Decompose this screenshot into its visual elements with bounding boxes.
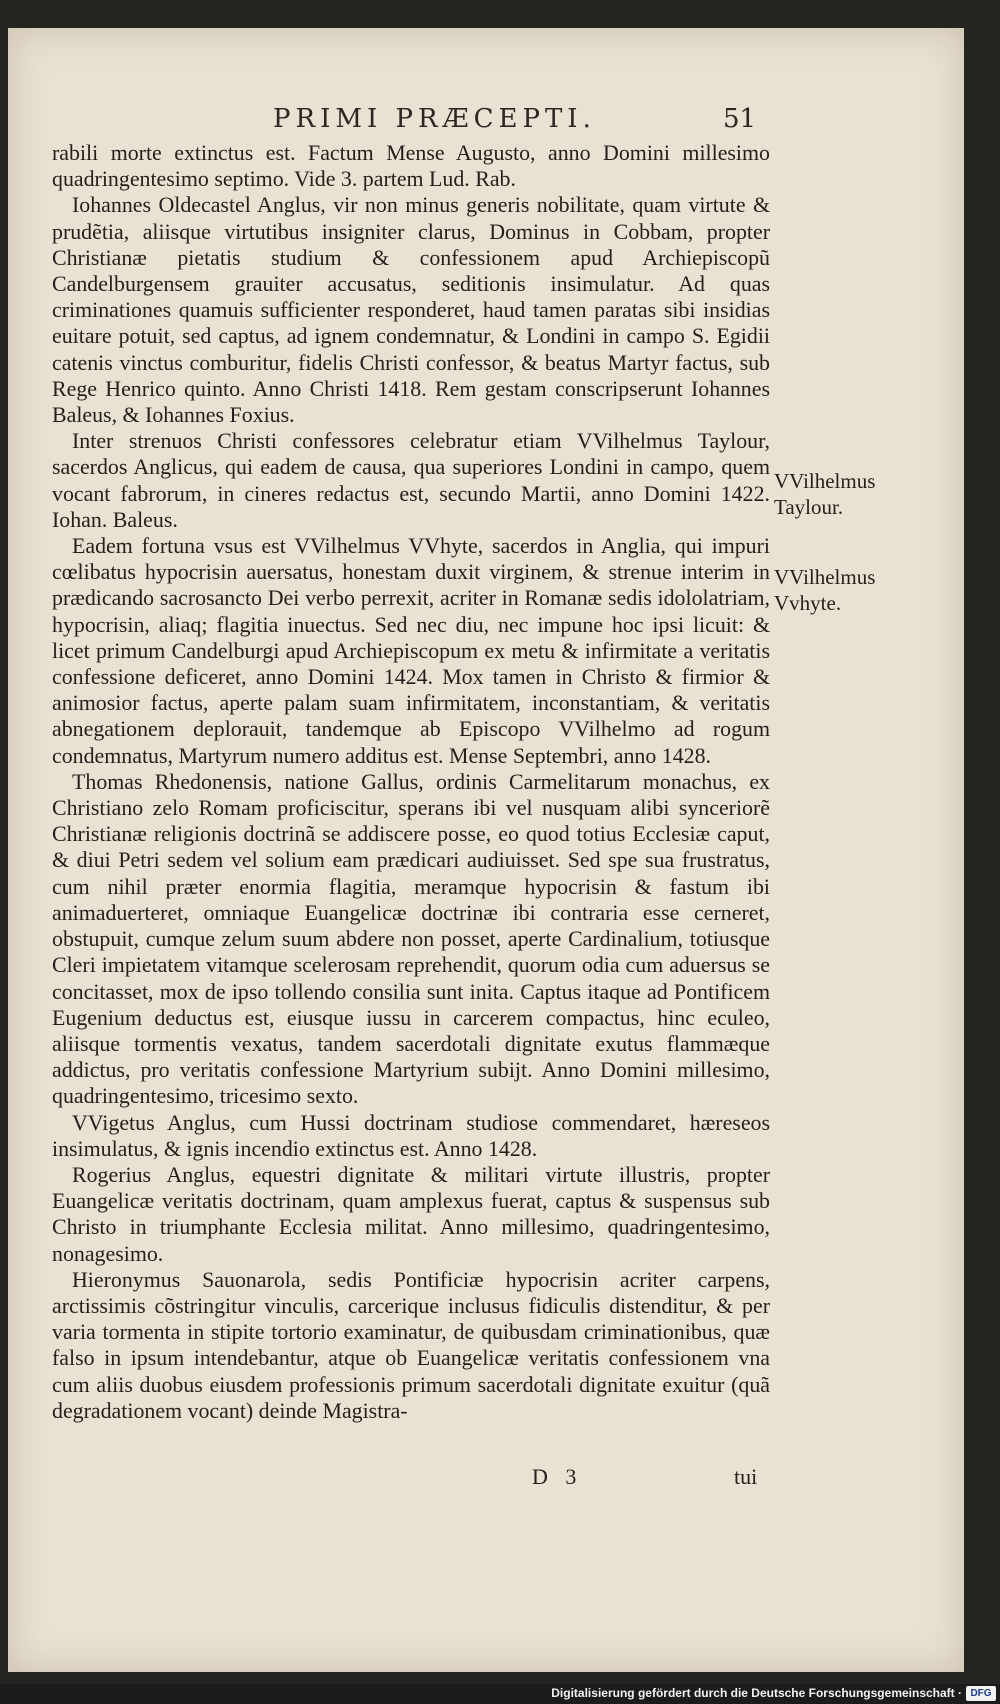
paragraph: Iohannes Oldecastel Anglus, vir non minus generis nobilitate, quam virtute & prudẽtia, aliisque virtutibus insigniter clarus, Dominus in Cobbam, propter Christianæ pietatis studium & confessionem apud Archiepiscopũ Candelburgensem grauiter accusatus, seditionis insimulatur. Ad quas criminationes quamuis sufficienter responderet, haud tamen paratas sibi insidias euitare potuit, sed captus, ad ignem condemnatur, & Londini in campo S. Egidii catenis vinctus comburitur, fidelis Christi confessor, & beatus Martyr factus, sub Rege Henrico quinto. Anno Christi 1418. Rem gestam conscripserunt Iohannes Baleus, & Iohannes Foxius. [52,192,770,428]
paragraph: Thomas Rhedonensis, natione Gallus, ordinis Carmelitarum monachus, ex Christiano zelo Romam proficiscitur, sperans ibi vel nusquam alibi synceriorẽ Christianæ religionis doctrinã se addiscere posse, eo quod totius Ecclesiæ caput, & diui Petri sedem vel solium eam prædicari audiuisset. Sed spe sua frustratus, cum nihil præter enormia flagitia, meramque hypocrisin & fastum ibi animaduerteret, omniaque Euangelicæ doctrinæ ibi contraria esse cerneret, obstupuit, cumque zelum suum abdere non posset, aperte Cardinalium, totiusque Cleri impietatem vitamque scelerosam reprehendit, quorum odia cum aduersus se concitasset, mox de ipso tollendo consilia sunt inita. Captus itaque ad Pontificem Eugenium deductus est, eiusque iussu in carcerem compactus, hinc eculeo, aliisque tormentis vexatus, tandem sacerdotali dignitate exutus flammæque addictus, pro veritatis confessione Martyrium subijt. Anno Domini millesimo, quadringentesimo, tricesimo sexto. [52,768,770,1109]
paragraph: rabili morte extinctus est. Factum Mense Augusto, anno Domini millesimo quadringentesimo septimo. Vide 3. partem Lud. Rab. [52,140,770,192]
dfg-logo-icon [966,1686,996,1701]
paragraph: Inter strenuos Christi confessores celebratur etiam VVilhelmus Taylour, sacerdos Anglicus, qui eadem de causa, qua superiores Londini in campo, quem vocant fabrorum, in cineres redactus est, secundo Martii, anno Domini 1422. Iohan. Baleus. [52,428,770,532]
credit-text: Digitalisierung gefördert durch die Deutsche Forschungsgemeinschaft · [551,1686,962,1700]
page-header [8,104,964,144]
catchword: tui [734,1464,758,1489]
running-title: PRIMI PRÆCEPTI. [273,104,596,134]
signature-mark: D 3 [532,1464,583,1489]
paragraph: Eadem fortuna vsus est VVilhelmus VVhyte, sacerdos in Anglia, qui impuri cœlibatus hypocrisin auersatus, honestam duxit virginem, & strenue interim in prædicando sacrosancto Dei verbo perrexit, acriter in Romanæ sedis idololatriam, hypocrisin, aliaq; flagitia inuectus. Sed nec diu, nec impune hoc ipsi licuit: & licet primum Candelburgi apud Archiepiscopum ex metu & infirmitate a veritatis confessione deficeret, anno Domini 1424. Mox tamen in Christo & firmior & animosior factus, aperte palam suam infirmitatem, inconstantiam, & veritatis abnegationem deplorauit, tandemque ab Episcopo VVilhelmo ad rogum condemnatus, Martyrum numero additus est. Mense Septembri, anno 1428. [52,533,770,768]
book-page [8,28,964,1672]
marginal-note: VVilhelmus Vvhyte. [774,565,876,615]
body-text [52,140,770,1424]
paragraph: Hieronymus Sauonarola, sedis Pontificiæ hypocrisin acriter carpens, arctissimis cõstringitur vinculis, carcerique inclusus fidiculis distenditur, & per varia tormenta in stipite tortorio examinatur, de quibusdam criminationibus, quæ falso in ipsum intendebantur, atque ob Euangelicæ veritatis confessionem vna cum aliis duobus eiusdem professionis primum sacerdotali dignitate exuitur (quã degradationem vocant) deinde Magistra- [52,1266,770,1423]
page-number: 51 [723,104,757,134]
marginal-note: VVilhelmus Taylour. [774,469,876,519]
paragraph: VVigetus Anglus, cum Hussi doctrinam studiose commendaret, hæreseos insimulatus, & ignis incendio extinctus est. Anno 1428. [52,1109,770,1161]
dfg-logo-text: DFG [970,1688,992,1699]
paragraph: Rogerius Anglus, equestri dignitate & militari virtute illustris, propter Euangelicæ veritatis doctrinam, quam amplexus fuerat, captus & suspensus sub Christo in triumphante Ecclesia militat. Anno millesimo, quadringentesimo, nonagesimo. [52,1161,770,1266]
credit-bar [0,1684,1000,1704]
page-footer [8,1464,964,1494]
